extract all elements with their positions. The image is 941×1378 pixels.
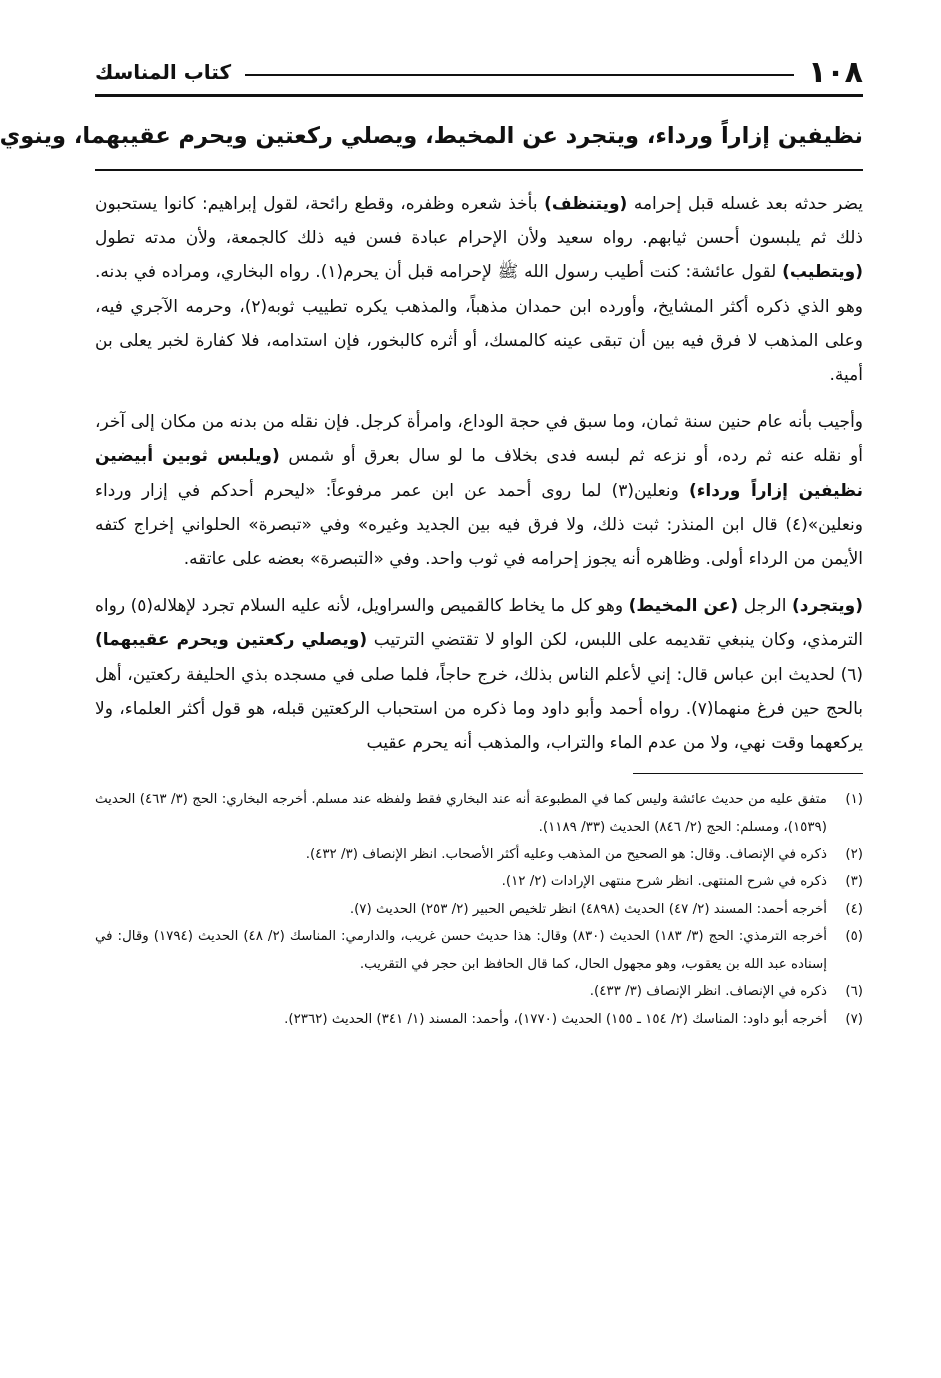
footnote-text: متفق عليه من حديث عائشة وليس كما في المطبوعة أنه عند البخاري فقط ولفظه عند مسلم. أخرجه البخاري: الحج (٣/ ٤٦٣) الحديث (١٥٣٩)، ومسلم: الحج (٢/ ٨٤٦) الحديث (٣٣/ ١١٨٩). — [95, 792, 827, 835]
footnote-4 — [95, 896, 863, 923]
bold-run: (ويتجرد) — [792, 596, 863, 617]
footnote-2 — [95, 841, 863, 868]
footnote-number: (٥) — [845, 929, 863, 945]
text-run: ونعلين(٣) لما روى أحمد عن ابن عمر مرفوعاً: «ليحرم أحدكم في إزار ورداء ونعلين»(٤) قال ابن المنذر: ثبت ذلك، ولا فرق فيه بين الجديد وغيره» وفي «تبصرة» الحلواني إخراج كتفه الأيمن من الرداء أولى. وظاهره أنه يجوز إحرامه في ثوب واحد. وفي «التبصرة» بعضه على عاتقه. — [95, 480, 863, 570]
footnote-3 — [95, 868, 863, 895]
footnote-number: (٤) — [845, 901, 863, 917]
commentary-body — [95, 187, 863, 760]
paragraph-2 — [95, 405, 863, 576]
footnote-text: أخرجه الترمذي: الحج (٣/ ١٨٣) الحديث (٨٣٠) وقال: هذا حديث حسن غريب، والدارمي: المناسك (٢/ ٤٨) الحديث (١٧٩٤) وقال: في إسناده عبد الله بن يعقوب، وهو مجهول الحال، كما قال الحافظ ابن حجر في التقريب. — [95, 929, 827, 972]
paragraph-3 — [95, 589, 863, 760]
text-run: بأخذ شعره وظفره، وقطع رائحة، لقول إبراهيم: كانوا يستحبون ذلك ثم يلبسون أحسن ثيابهم. رواه سعيد ولأن الإحرام عبادة فسن فيه ذلك كالجمعة، ولأن مدته تطول — [95, 194, 863, 249]
matn-line: نظيفين إزاراً ورداء، ويتجرد عن المخيط، ويصلي ركعتين ويحرم عقيبهما، وينوي — [0, 123, 863, 149]
footnote-text: ذكره في الإنصاف. وقال: هو الصحيح من المذهب وعليه أكثر الأصحاب. انظر الإنصاف (٣/ ٤٣٢). — [305, 847, 827, 863]
header-underline — [95, 94, 863, 97]
running-header — [95, 52, 863, 92]
bold-run: (ويتطيب) — [782, 262, 863, 283]
footnote-text: ذكره في الإنصاف. انظر الإنصاف (٣/ ٤٣٣). — [589, 984, 827, 1000]
page-number: ١٠٨ — [808, 54, 863, 90]
footnote-text: ذكره في شرح المنتهى. انظر شرح منتهى الإرادات (٢/ ١٢). — [501, 874, 827, 890]
bold-run: (ويتنظف) — [544, 194, 628, 214]
footnote-divider — [633, 773, 863, 774]
footnote-number: (١) — [845, 792, 863, 808]
book-page — [0, 52, 864, 1342]
footnote-number: (٣) — [845, 874, 863, 890]
footnote-number: (٦) — [845, 984, 863, 1000]
paragraph-1 — [95, 187, 863, 392]
footnote-7 — [95, 1006, 863, 1033]
footnote-number: (٧) — [845, 1011, 863, 1027]
text-run: وأجيب بأنه عام حنين سنة ثمان، وما سبق في حجة الوداع، وامرأة كرجل. فإن نقله من بدنه من مكان إلى آخر، أو نقله عنه ثم رده، أو نزعه ثم لبسه فدى بخلاف ما لو سال بعرق أو شمس — [95, 412, 863, 467]
footnote-5 — [95, 923, 863, 978]
bold-run: (عن المخيط) — [628, 596, 739, 617]
footnote-text: أخرجه أحمد: المسند (٢/ ٤٧) الحديث (٤٨٩٨) انظر تلخيص الحبير (٢/ ٢٥٣) الحديث (٧). — [349, 901, 827, 917]
footnote-text: أخرجه أبو داود: المناسك (٢/ ١٥٤ ـ ١٥٥) الحديث (١٧٧٠)، وأحمد: المسند (١/ ٣٤١) الحديث (٢٣٦٢). — [284, 1011, 827, 1027]
footnote-1 — [95, 786, 863, 841]
text-run: الرجل — [738, 596, 793, 617]
matn-divider — [95, 169, 863, 171]
book-title: كتاب المناسك — [95, 60, 232, 84]
bold-run: (ويصلي ركعتين ويحرم عقيبهما) — [95, 630, 368, 651]
header-rule — [245, 74, 794, 76]
footnote-6 — [95, 978, 863, 1005]
text-run: يضر حدثه بعد غسله قبل إحرامه — [627, 194, 863, 214]
bold-run: (ويلبس ثوبين أبيضين نظيفين إزاراً ورداء) — [95, 446, 863, 501]
footnotes — [95, 786, 863, 1033]
footnote-number: (٢) — [845, 847, 863, 863]
text-run: (٦) لحديث ابن عباس قال: إني لأعلم الناس بذلك، خرج حاجاً، فلما صلى في مسجده بذي الحليفة ركعتين، أهل بالحج حين فرغ منهما(٧). رواه أحمد وأبو داود وما ذكره من استحباب الركعتين قبله، هو قول أكثر العلماء، ولا يركعهما وقت نهي، ولا من عدم الماء والتراب، والمذهب أنه يحرم عقيب — [95, 664, 863, 754]
text-run: لقول عائشة: كنت أطيب رسول الله ﷺ لإحرامه قبل أن يحرم(١). رواه البخاري، ومراده في بدنه. وهو الذي ذكره أكثر المشايخ، وأورده ابن حمدان مذهباً، والمذهب يكره تطييب ثوبه(٢)، وحرمه الآجري فيه، وعلى المذهب لا فرق فيه بين أن تبقى عينه كالمسك، أو أثره كالبخور، فإن استدامه، فلا كفارة لخبر يعلى بن أمية. — [95, 262, 864, 386]
text-run: وهو كل ما يخاط كالقميص والسراويل، لأنه عليه السلام تجرد لإهلاله(٥) رواه الترمذي، وكان ينبغي تقديمه على اللبس، لكن الواو لا تقتضي الترتيب — [95, 596, 864, 651]
